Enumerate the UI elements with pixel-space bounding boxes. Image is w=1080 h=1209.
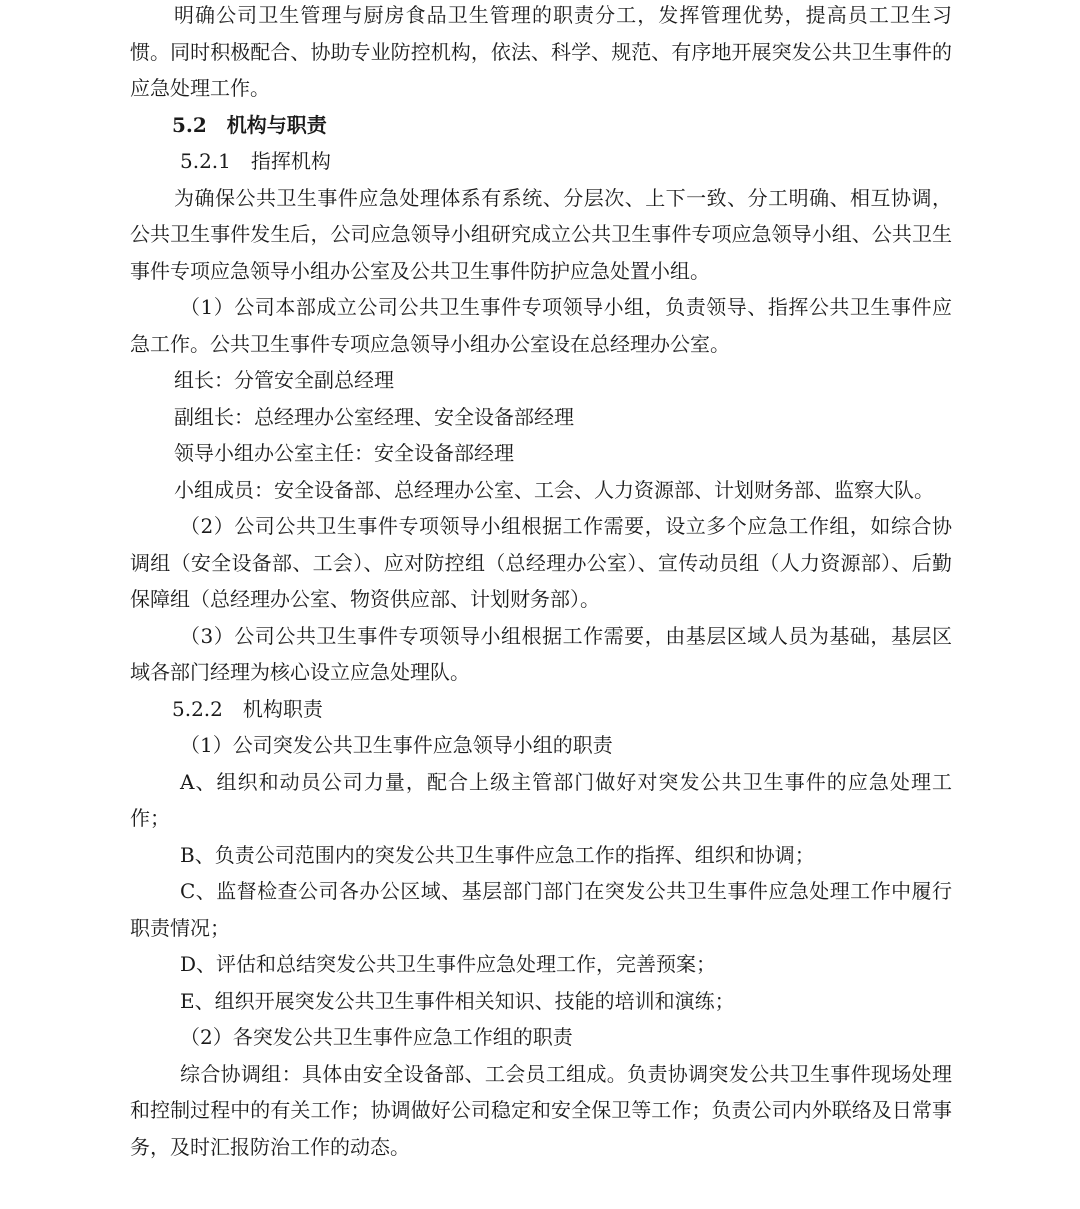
role-leader: 组长：分管安全副总经理 — [174, 368, 394, 392]
duty-item-d: D、评估和总结突发公共卫生事件应急处理工作，完善预案； — [180, 952, 717, 976]
paragraph-intro: 明确公司卫生管理与厨房食品卫生管理的职责分工，发挥管理优势，提高员工卫生习惯。同时积极配合、协助专业防控机构，依法、科学、规范、有序地开展突发公共卫生事件的应急处理工作。 — [130, 3, 952, 100]
paragraph-duties-2: （2）各突发公共卫生事件应急工作组的职责 — [180, 1025, 573, 1049]
duty-item-e: E、组织开展突发公共卫生事件相关知识、技能的培训和演练； — [180, 988, 735, 1013]
paragraph-coordination-group: 综合协调组：具体由安全设备部、工会员工组成。负责协调突发公共卫生事件现场处理和控制过程中的有关工作；协调做好公司稳定和安全保卫等工作；负责公司内外联络及日常事务，及时汇报防治工作的动态。 — [130, 1061, 952, 1159]
duty-item-c: C、监督检查公司各办公区域、基层部门部门在突发公共卫生事件应急处理工作中履行职责情况； — [130, 879, 952, 940]
document-body — [130, 0, 952, 1165]
paragraph-command-structure: 为确保公共卫生事件应急处理体系有系统、分层次、上下一致、分工明确、相互协调，公共卫生事件发生后，公司应急领导小组研究成立公共卫生事件专项应急领导小组、公共卫生事件专项应急领导小组办公室及公共卫生事件防护应急处置小组。 — [130, 185, 952, 283]
paragraph-item-3: （3）公司公共卫生事件专项领导小组根据工作需要，由基层区域人员为基础，基层区域各部门经理为核心设立应急处理队。 — [130, 623, 952, 684]
paragraph-duties-1: （1）公司突发公共卫生事件应急领导小组的职责 — [180, 733, 613, 757]
section-heading-5-2: 5.2 机构与职责 — [172, 112, 327, 137]
duty-item-a: A、组织和动员公司力量，配合上级主管部门做好对突发公共卫生事件的应急处理工作； — [130, 769, 952, 830]
role-deputy-leader: 副组长：总经理办公室经理、安全设备部经理 — [174, 404, 574, 429]
duty-item-b: B、负责公司范围内的突发公共卫生事件应急工作的指挥、组织和协调； — [180, 842, 815, 867]
paragraph-item-2: （2）公司公共卫生事件专项领导小组根据工作需要，设立多个应急工作组，如综合协调组（安全设备部、工会）、应对防控组（总经理办公室）、宣传动员组（人力资源部）、后勤保障组（总经理办公室、物资供应部、计划财务部）。 — [130, 514, 952, 611]
role-members: 小组成员：安全设备部、总经理办公室、工会、人力资源部、计划财务部、监察大队。 — [174, 477, 934, 502]
subsection-heading-5-2-2: 5.2.2 机构职责 — [172, 696, 323, 721]
paragraph-item-1: （1）公司本部成立公司公共卫生事件专项领导小组，负责领导、指挥公共卫生事件应急工作。公共卫生事件专项应急领导小组办公室设在总经理办公室。 — [130, 295, 952, 356]
subsection-heading-5-2-1: 5.2.1 指挥机构 — [180, 149, 331, 173]
role-office-director: 领导小组办公室主任：安全设备部经理 — [174, 441, 514, 465]
